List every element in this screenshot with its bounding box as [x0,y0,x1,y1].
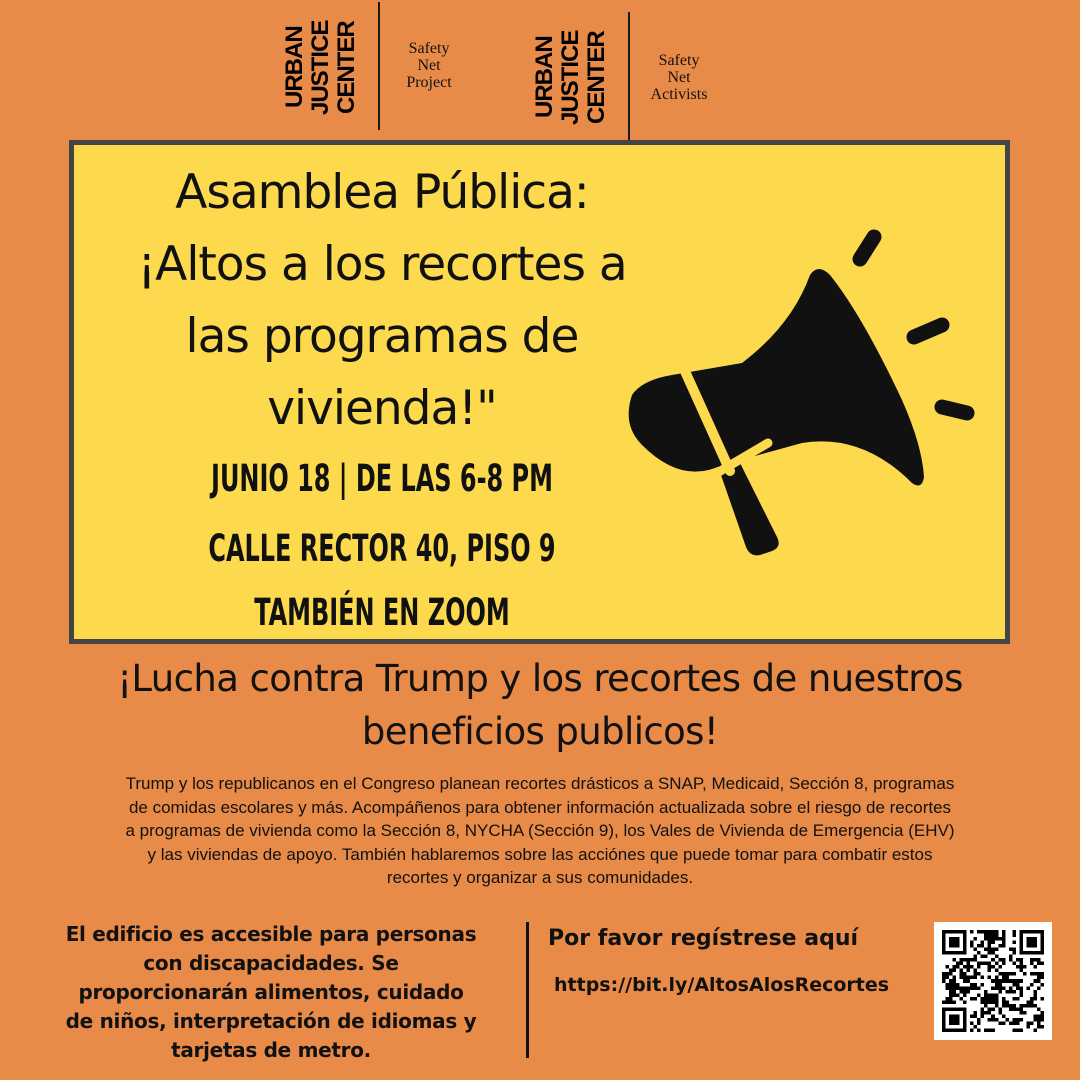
qr-code-icon [942,930,1044,1032]
accessibility-line: proporcionarán alimentos, cuidado [78,980,464,1004]
logo-word: URBAN [281,26,308,109]
logo-safety-net-project [282,0,482,135]
slogan-line: beneficios publicos! [361,710,719,753]
logo-word: JUSTICE [557,30,584,125]
description-line: y las viviendas de apoyo. También hablaremos sobre las acciónes que puede tomar para combatir estos [147,844,933,864]
register-prompt: Por favor regístrese aquí [548,926,859,951]
logo-word: CENTER [333,21,360,114]
description-line: de comidas escolares y más. Acompáñenos para obtener información actualizada sobre el riesgo de recortes [128,797,952,817]
event-date: JUNIO 18 | DE LAS 6-8 PM [211,457,553,500]
description-line: recortes y organizar a sus comunidades. [386,868,694,887]
event-title [82,157,682,445]
event-title-line: las programas de [185,309,579,364]
logo-divider [628,12,630,140]
logo-word: JUSTICE [307,20,334,115]
description-line: Trump y los republicanos en el Congreso planean recortes drásticos a SNAP, Medicaid, Sección 8, programas [125,774,955,793]
event-panel [69,140,1010,644]
logo-word: URBAN [531,36,558,119]
logo-divider [378,2,380,130]
logo-safety-net-activists [532,10,732,145]
megaphone-icon [622,185,982,585]
description-line: a programas de vivienda como la Sección 8, NYCHA (Sección 9), los Vales de Vivienda de Emergencia (EHV) [125,821,955,840]
qr-code[interactable] [934,922,1052,1040]
registration-link[interactable]: https://bit.ly/AltosAlosRecortes [554,974,890,996]
accessibility-line: con discapacidades. Se [143,951,399,975]
event-location: CALLE RECTOR 40, PISO 9 [208,527,556,570]
accessibility-line: El edificio es accesible para personas [65,922,477,946]
event-title-line: Asamblea Pública: [175,165,589,220]
event-title-line: vivienda!" [267,381,497,436]
urban-justice-center-logo [532,10,622,145]
section-divider [526,922,529,1058]
accessibility-line: de niños, interpretación de idiomas y [65,1009,477,1033]
description-paragraph [18,772,1062,890]
accessibility-line: tarjetas de metro. [171,1038,371,1062]
event-title-line: ¡Altos a los recortes a [137,237,627,292]
urban-justice-center-logo [282,0,372,135]
logo-subtitle: Safety Net Activists [650,52,708,103]
accessibility-note [40,920,502,1065]
slogan-heading [0,652,1080,758]
logo-word: CENTER [583,31,610,124]
slogan-line: ¡Lucha contra Trump y los recortes de nuestros [117,657,963,700]
event-zoom: TAMBIÉN EN ZOOM [254,591,510,634]
logo-subtitle: Safety Net Project [406,40,452,91]
